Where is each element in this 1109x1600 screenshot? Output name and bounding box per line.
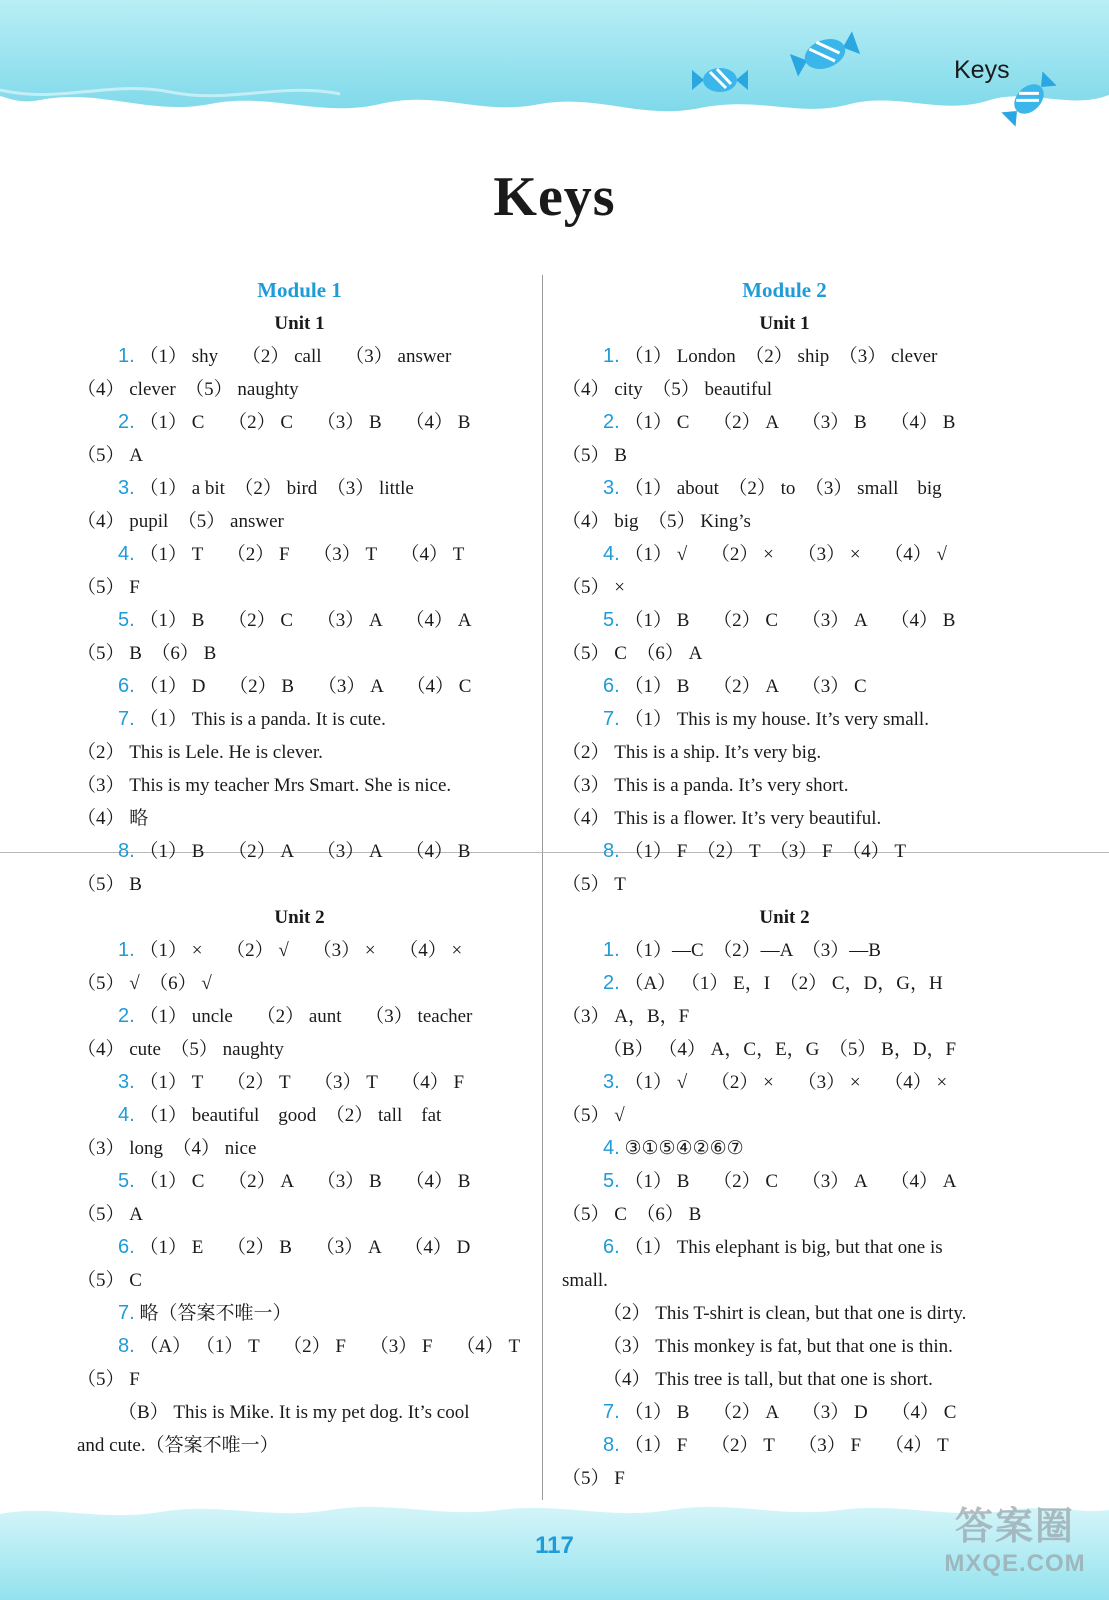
answer-line xyxy=(562,736,1007,769)
unit-heading: Unit 2 xyxy=(759,907,810,928)
question-number: 6. xyxy=(118,1236,135,1258)
answer-line xyxy=(562,670,1007,703)
question-number: 8. xyxy=(118,1335,135,1357)
answer-text: （1） uncle （2） aunt （3） teacher xyxy=(134,1006,473,1027)
answer-text: （B） （4） A，C，E，G （5） B，D，F xyxy=(603,1039,957,1060)
candy-icon xyxy=(790,30,860,78)
answer-text: （1） This is a panda. It is cute. xyxy=(134,709,386,730)
watermark-url: MXQE.COM xyxy=(944,1550,1086,1577)
answer-text: （5） F xyxy=(77,1369,140,1390)
question-number: 5. xyxy=(603,1170,620,1192)
question-number: 1. xyxy=(603,345,620,367)
answer-text: （4） This tree is tall, but that one is short. xyxy=(603,1369,933,1390)
answer-line xyxy=(562,802,1007,835)
question-number: 2. xyxy=(603,411,620,433)
answer-line xyxy=(77,835,522,868)
answer-line xyxy=(77,934,522,967)
question-number: 3. xyxy=(603,477,620,499)
answer-line xyxy=(77,1363,522,1396)
answer-text: （5） B xyxy=(562,445,627,466)
answer-line xyxy=(562,373,1007,406)
answer-text: （2） This is Lele. He is clever. xyxy=(77,742,323,763)
answer-text: （1） √ （2） × （3） × （4） × xyxy=(619,1072,948,1093)
module-heading: Module 2 xyxy=(742,278,827,302)
answer-text: 略（答案不唯一） xyxy=(134,1303,292,1324)
answer-line xyxy=(77,802,522,835)
answer-text: （3） long （4） nice xyxy=(77,1138,257,1159)
answer-line xyxy=(77,1264,522,1297)
question-number: 4. xyxy=(118,543,135,565)
question-number: 6. xyxy=(603,675,620,697)
answer-text: （1） E （2） B （3） A （4） D xyxy=(134,1237,471,1258)
answer-text: （5） F xyxy=(77,577,140,598)
answer-line xyxy=(77,703,522,736)
question-number: 1. xyxy=(118,939,135,961)
question-number: 4. xyxy=(603,543,620,565)
answer-line xyxy=(562,703,1007,736)
answer-text: （1） C （2） A （3） B （4） B xyxy=(619,412,956,433)
question-number: 4. xyxy=(603,1137,620,1159)
answer-line xyxy=(562,538,1007,571)
answer-line xyxy=(77,967,522,1000)
answer-text: （1） T （2） F （3） T （4） T xyxy=(134,544,465,565)
answer-text: （1） F （2） T （3） F （4） T xyxy=(619,1435,949,1456)
answer-line xyxy=(77,1429,522,1462)
answer-line xyxy=(562,1297,1007,1330)
header-section-label: Keys xyxy=(954,56,1010,84)
answer-line xyxy=(77,1099,522,1132)
answer-text: （4） big （5） King’s xyxy=(562,511,751,532)
answer-line xyxy=(562,1066,1007,1099)
answer-text: （5） √ xyxy=(562,1105,625,1126)
answer-line xyxy=(77,505,522,538)
answer-text: （3） This is my teacher Mrs Smart. She is nice. xyxy=(77,775,452,796)
answer-text: （1） B （2） A （3） C xyxy=(619,676,867,697)
answer-line xyxy=(562,604,1007,637)
answer-line xyxy=(562,1033,1007,1066)
answer-line xyxy=(77,571,522,604)
answer-text: （5） C xyxy=(77,1270,142,1291)
answer-text: （1） about （2） to （3） small big xyxy=(619,478,942,499)
page-title: Keys xyxy=(493,166,616,228)
answer-text: （2） This is a ship. It’s very big. xyxy=(562,742,822,763)
answer-line xyxy=(77,1165,522,1198)
answer-line xyxy=(562,1264,1007,1297)
answer-line xyxy=(562,1396,1007,1429)
answer-line xyxy=(77,1231,522,1264)
answer-line xyxy=(77,736,522,769)
answer-line xyxy=(562,1000,1007,1033)
question-number: 8. xyxy=(603,840,620,862)
answer-line xyxy=(562,1363,1007,1396)
answer-line xyxy=(77,340,522,373)
answer-text: （4） city （5） beautiful xyxy=(562,379,773,400)
answer-text: （1） B （2） A （3） D （4） C xyxy=(619,1402,957,1423)
answer-text: （5） A xyxy=(77,1204,143,1225)
question-number: 7. xyxy=(603,1401,620,1423)
question-number: 2. xyxy=(118,1005,135,1027)
answer-text: and cute.（答案不唯一） xyxy=(77,1435,279,1456)
question-number: 2. xyxy=(118,411,135,433)
page-number: 117 xyxy=(535,1532,574,1559)
unit-heading: Unit 2 xyxy=(274,907,325,928)
answer-line xyxy=(562,505,1007,538)
answer-line xyxy=(77,1033,522,1066)
answer-text: small. xyxy=(562,1270,608,1291)
answer-line xyxy=(562,1231,1007,1264)
answer-line xyxy=(562,1198,1007,1231)
answer-text: （4） cute （5） naughty xyxy=(77,1039,284,1060)
answer-text: （1） B （2） C （3） A （4） A xyxy=(134,610,472,631)
answer-text: （4） clever （5） naughty xyxy=(77,379,299,400)
candy-icon xyxy=(690,60,750,100)
answer-list xyxy=(562,340,1007,901)
answer-text: （4） This is a flower. It’s very beautiful. xyxy=(562,808,882,829)
unit-heading: Unit 1 xyxy=(274,313,325,334)
answer-text: （1） D （2） B （3） A （4） C xyxy=(134,676,472,697)
answer-text: （1） C （2） A （3） B （4） B xyxy=(134,1171,471,1192)
question-number: 3. xyxy=(118,477,135,499)
answer-text: （5） √ （6） √ xyxy=(77,973,212,994)
question-number: 5. xyxy=(603,609,620,631)
answer-line xyxy=(77,1132,522,1165)
answer-line xyxy=(562,769,1007,802)
answer-text: （1） B （2） C （3） A （4） B xyxy=(619,610,956,631)
answer-line xyxy=(562,439,1007,472)
answer-text: （5） F xyxy=(562,1468,625,1489)
answer-line xyxy=(77,1330,522,1363)
right-column xyxy=(562,274,1007,1495)
answer-line xyxy=(77,1297,522,1330)
answer-line xyxy=(77,637,522,670)
answer-line xyxy=(562,637,1007,670)
answer-line xyxy=(77,670,522,703)
answer-text: （5） × xyxy=(562,577,625,598)
answer-line xyxy=(77,373,522,406)
answer-line xyxy=(77,769,522,802)
answer-text: （1） London （2） ship （3） clever xyxy=(619,346,938,367)
answer-text: （1） F （2） T （3） F （4） T xyxy=(619,841,906,862)
answer-text: ③①⑤④②⑥⑦ xyxy=(619,1138,744,1159)
question-number: 8. xyxy=(118,840,135,862)
left-column xyxy=(77,274,522,1462)
column-divider xyxy=(542,275,543,1500)
answer-text: （2） This T-shirt is clean, but that one is dirty. xyxy=(603,1303,967,1324)
answer-text: （3） A，B，F xyxy=(562,1006,690,1027)
answer-text: （1） B （2） A （3） A （4） B xyxy=(134,841,471,862)
answer-text: （5） C （6） B xyxy=(562,1204,702,1225)
answer-line xyxy=(562,1165,1007,1198)
answer-text: （5） B （6） B xyxy=(77,643,217,664)
question-number: 2. xyxy=(603,972,620,994)
question-number: 4. xyxy=(118,1104,135,1126)
question-number: 1. xyxy=(603,939,620,961)
question-number: 3. xyxy=(118,1071,135,1093)
watermark xyxy=(930,1505,1100,1579)
answer-line xyxy=(77,1198,522,1231)
answer-line xyxy=(77,1000,522,1033)
answer-text: （1） beautiful good （2） tall fat xyxy=(134,1105,442,1126)
question-number: 5. xyxy=(118,1170,135,1192)
answer-line xyxy=(77,439,522,472)
question-number: 6. xyxy=(118,675,135,697)
answer-list xyxy=(77,934,522,1462)
answer-text: （1） This elephant is big, but that one is xyxy=(619,1237,943,1258)
answer-text: （A） （1） E，I （2） C，D，G，H xyxy=(619,973,943,994)
answer-list xyxy=(562,934,1007,1495)
unit-heading: Unit 1 xyxy=(759,313,810,334)
question-number: 7. xyxy=(118,1302,135,1324)
question-number: 7. xyxy=(603,708,620,730)
answer-line xyxy=(562,406,1007,439)
question-number: 7. xyxy=(118,708,135,730)
answer-text: （3） This monkey is fat, but that one is thin. xyxy=(603,1336,953,1357)
answer-text: （3） This is a panda. It’s very short. xyxy=(562,775,849,796)
question-number: 3. xyxy=(603,1071,620,1093)
answer-line xyxy=(77,1396,522,1429)
answer-text: （1） × （2） √ （3） × （4） × xyxy=(134,940,463,961)
answer-list xyxy=(77,340,522,901)
answer-text: （B） This is Mike. It is my pet dog. It’s cool xyxy=(118,1402,470,1423)
answer-line xyxy=(77,1066,522,1099)
answer-line xyxy=(562,340,1007,373)
answer-text: （5） T xyxy=(562,874,626,895)
answer-text: （1）—C （2）—A （3）—B xyxy=(619,940,881,961)
watermark-text: 答案圈 xyxy=(954,1506,1075,1548)
answer-line xyxy=(562,868,1007,901)
answer-text: （1） C （2） C （3） B （4） B xyxy=(134,412,471,433)
answer-text: （1） a bit （2） bird （3） little xyxy=(134,478,414,499)
answer-line xyxy=(562,967,1007,1000)
answer-line xyxy=(562,835,1007,868)
question-number: 1. xyxy=(118,345,135,367)
answer-text: （1） This is my house. It’s very small. xyxy=(619,709,929,730)
module-heading: Module 1 xyxy=(257,278,342,302)
answer-text: （1） T （2） T （3） T （4） F xyxy=(134,1072,465,1093)
answer-text: （5） C （6） A xyxy=(562,643,703,664)
answer-line xyxy=(562,472,1007,505)
answer-line xyxy=(562,1099,1007,1132)
question-number: 6. xyxy=(603,1236,620,1258)
answer-text: （1） √ （2） × （3） × （4） √ xyxy=(619,544,947,565)
answer-line xyxy=(562,934,1007,967)
answer-line xyxy=(562,571,1007,604)
answer-line xyxy=(77,406,522,439)
answer-text: （5） A xyxy=(77,445,143,466)
answer-line xyxy=(77,604,522,637)
answer-line xyxy=(77,538,522,571)
header-wave-band xyxy=(0,0,1109,140)
answer-text: （5） B xyxy=(77,874,142,895)
question-number: 5. xyxy=(118,609,135,631)
answer-line xyxy=(562,1429,1007,1462)
answer-line xyxy=(77,472,522,505)
answer-line xyxy=(562,1462,1007,1495)
answer-text: （4） 略 xyxy=(77,808,149,829)
answer-text: （1） B （2） C （3） A （4） A xyxy=(619,1171,957,1192)
answer-line xyxy=(77,868,522,901)
answer-line xyxy=(562,1330,1007,1363)
answer-text: （A） （1） T （2） F （3） F （4） T xyxy=(134,1336,521,1357)
answer-text: （4） pupil （5） answer xyxy=(77,511,284,532)
answer-line xyxy=(562,1132,1007,1165)
answer-text: （1） shy （2） call （3） answer xyxy=(134,346,452,367)
question-number: 8. xyxy=(603,1434,620,1456)
